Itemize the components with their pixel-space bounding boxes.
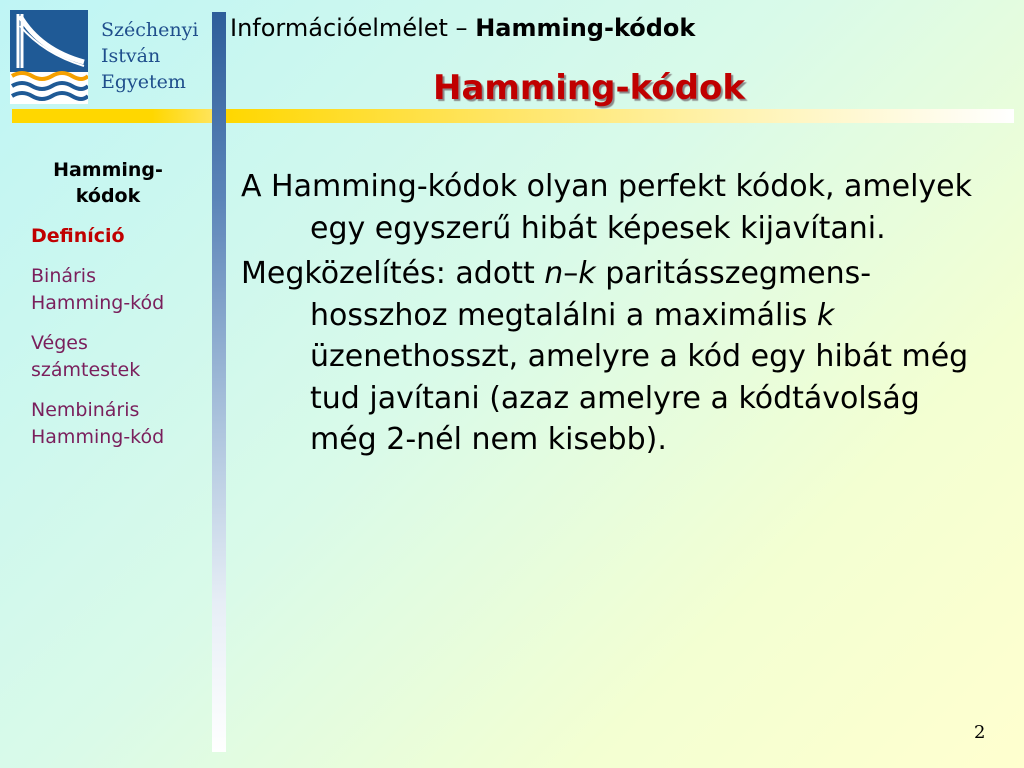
approach-text: paritásszegmens-hosszhoz megtalálni a maximális — [310, 256, 872, 333]
sidebar-item-label: Bináris — [31, 265, 96, 287]
course-prefix: Információelmélet – — [230, 14, 476, 42]
university-name-line: István — [101, 45, 161, 67]
var-n: n — [544, 256, 564, 291]
paragraph-definition: A Hamming-kódok olyan perfekt kódok, amelyek egy egyszerű hibát képesek kijavítani. — [241, 169, 973, 246]
sidebar-item-definicio[interactable] — [31, 223, 206, 250]
header-accent-bar-right — [226, 109, 1014, 123]
header-accent-bar-left — [12, 109, 212, 123]
university-name-line: Egyetem — [101, 71, 186, 93]
dash: – — [563, 256, 579, 291]
approach-text: üzenethosszt, amelyre a kód egy hibát még tud javítani (azaz amelyre a kódtávolság még 2-nél nem kisebb). — [310, 339, 969, 457]
slide-title: Hamming-kódok — [433, 68, 745, 108]
university-logo — [10, 10, 88, 104]
slide-body — [241, 166, 981, 465]
course-title — [230, 14, 695, 42]
sidebar-item-nembinaris-hamming-kod[interactable] — [31, 397, 206, 451]
course-topic: Hamming-kódok — [475, 14, 696, 42]
sidebar-heading-line: Hamming- — [53, 159, 163, 181]
var-k: k — [816, 297, 835, 333]
sidebar-item-label: Nembináris — [31, 399, 140, 421]
page-number: 2 — [974, 722, 986, 743]
sidebar-item-label: számtestek — [31, 359, 141, 381]
sidebar-item-binaris-hamming-kod[interactable] — [31, 263, 206, 317]
var-k: k — [578, 256, 596, 291]
sidebar-nav — [20, 157, 206, 464]
university-name — [101, 17, 198, 95]
sidebar-item-label: Hamming-kód — [31, 292, 165, 314]
vertical-divider-bar — [212, 12, 226, 752]
sidebar-item-veges-szamtestek[interactable] — [31, 330, 206, 384]
sidebar-heading — [20, 157, 196, 209]
sidebar-item-label: Hamming-kód — [31, 426, 165, 448]
sidebar-item-label: Véges — [31, 332, 88, 354]
sidebar-item-label: Definíció — [31, 225, 125, 247]
approach-text: Megközelítés: adott — [241, 256, 545, 291]
university-name-line: Széchenyi — [101, 19, 199, 41]
paragraph-approach — [241, 253, 981, 461]
sidebar-heading-line: kódok — [75, 185, 141, 207]
